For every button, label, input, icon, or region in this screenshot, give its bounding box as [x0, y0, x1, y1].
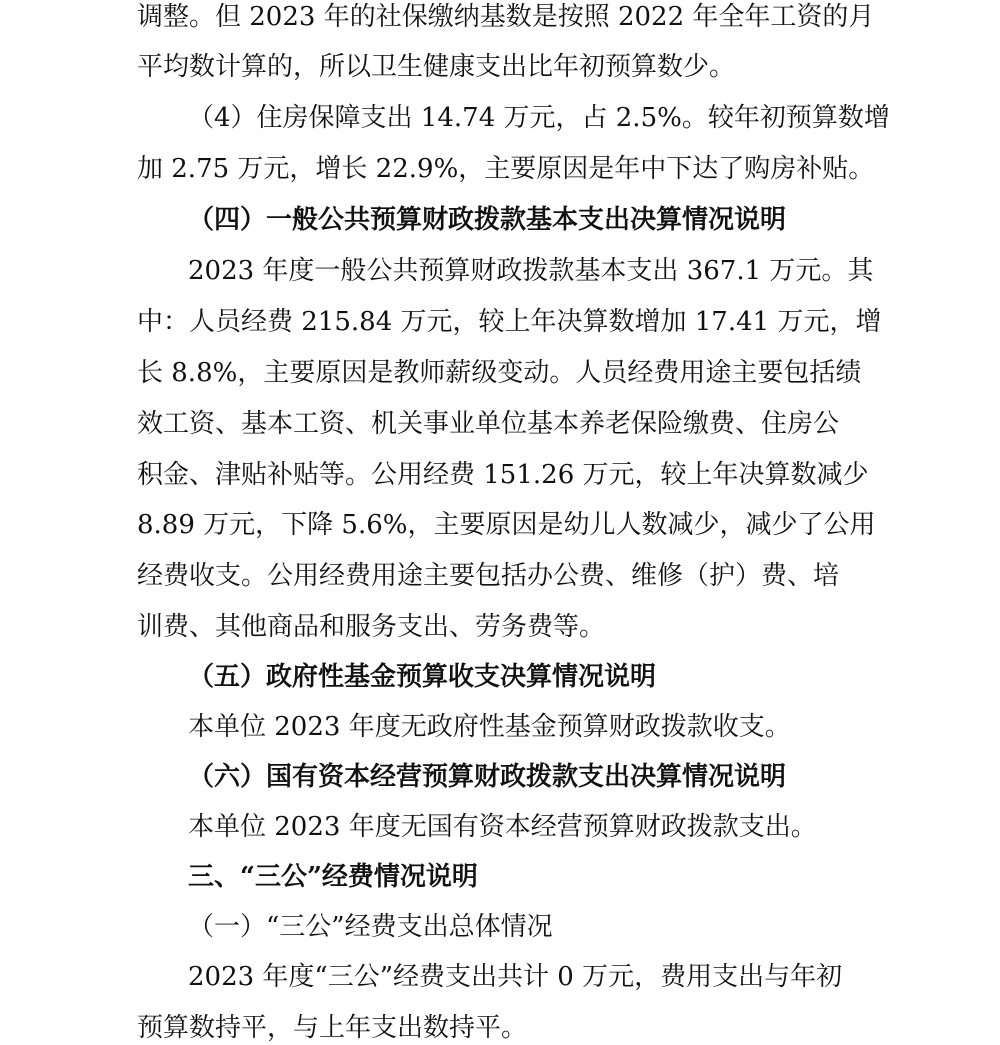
paragraph-line-10: 积金、津贴补贴等。公用经费 151.26 万元，较上年决算数减少: [137, 460, 869, 490]
paragraph-line-2: 平均数计算的，所以卫生健康支出比年初预算数少。: [137, 52, 736, 82]
paragraph-line-8: 长 8.8%，主要原因是教师薪级变动。人员经费用途主要包括绩: [137, 358, 862, 388]
paragraph-line-12: 经费收支。公用经费用途主要包括办公费、维修（护）费、培: [137, 561, 840, 591]
subsection-heading-1: （一）“三公”经费支出总体情况: [188, 912, 553, 942]
section-heading-4: （四）一般公共预算财政拨款基本支出决算情况说明: [188, 205, 787, 235]
paragraph-line-13: 训费、其他商品和服务支出、劳务费等。: [137, 612, 606, 642]
paragraph-line-17: 本单位 2023 年度无国有资本经营预算财政拨款支出。: [188, 812, 817, 842]
section-heading-5: （五）政府性基金预算收支决算情况说明: [188, 662, 657, 692]
chapter-heading-3: 三、“三公”经费情况说明: [188, 862, 478, 892]
paragraph-line-3: （4）住房保障支出 14.74 万元，占 2.5%。较年初预算数增: [188, 103, 890, 133]
paragraph-line-11: 8.89 万元，下降 5.6%，主要原因是幼儿人数减少，减少了公用: [137, 510, 876, 540]
paragraph-line-20: 2023 年度“三公”经费支出共计 0 万元，费用支出与年初: [188, 962, 843, 992]
paragraph-line-4: 加 2.75 万元，增长 22.9%，主要原因是年中下达了购房补贴。: [137, 154, 875, 184]
paragraph-line-7: 中：人员经费 215.84 万元，较上年决算数增加 17.41 万元，增: [137, 307, 882, 337]
paragraph-line-21: 预算数持平，与上年支出数持平。: [137, 1013, 528, 1043]
section-heading-6: （六）国有资本经营预算财政拨款支出决算情况说明: [188, 762, 787, 792]
paragraph-line-9: 效工资、基本工资、机关事业单位基本养老保险缴费、住房公: [137, 409, 840, 439]
paragraph-line-1: 调整。但 2023 年的社保缴纳基数是按照 2022 年全年工资的月: [137, 2, 875, 32]
paragraph-line-15: 本单位 2023 年度无政府性基金预算财政拨款收支。: [188, 712, 791, 742]
paragraph-line-6: 2023 年度一般公共预算财政拨款基本支出 367.1 万元。其: [188, 256, 874, 286]
